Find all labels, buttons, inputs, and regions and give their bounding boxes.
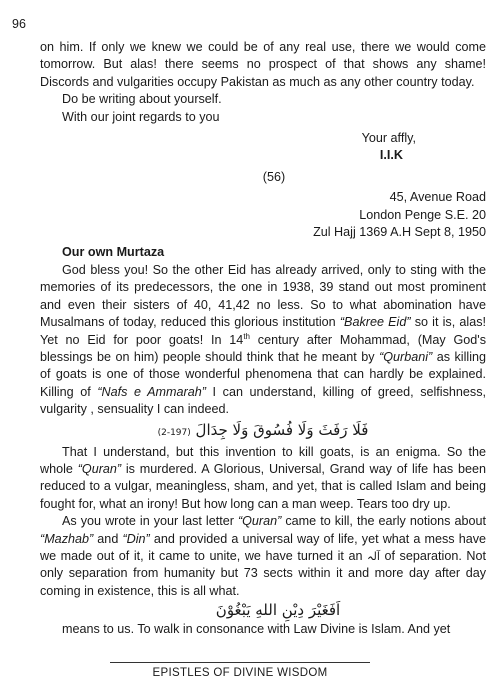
page-text [40, 39, 486, 639]
letter-end-line-2: With our joint regards to you [62, 109, 220, 124]
letter-date: Zul Hajj 1369 A.H Sept 8, 1950 [313, 225, 486, 240]
verse-reference: (2-197) [157, 427, 191, 438]
paragraph-2: That I understand, but this invention to kill goats, is an enigma. So the whole “Quran” is murdered. A Glorious, Universal, Grand way of life has been reduced to a vulgar, meaningless, sham, and yet, that is called Islam and being fought for, what an irony! But how long can a man weep. Tears too dry up. [40, 444, 486, 511]
letter-end-line-1: Do be writing about yourself. [62, 92, 222, 107]
paragraph-1: God bless you! So the other Eid has already arrived, only to sting with the memories of its predecessors, the one in 1938, 39 stand out most prominent and even their sisters of 40, 41,42 no less. So to what abomination have Musalmans of today, reduced this glorious institution “Bakree Eid” so it is, alas! Yet no Eid for poor goats! In 14th century after Mohammad, (May God's blessings be on him) people should think that he meant by “Qurbani” as killing of goats is one of those wonderful phenomena that can hardly be explained. Killing of “Nafs e Ammarah” I can understand, killing of greed, selfishness, vulgarity , sensuality I can indeed. [40, 262, 487, 417]
paragraph-4: means to us. To walk in consonance with Law Divine is Islam. And yet [62, 622, 451, 637]
letter-number: (56) [262, 169, 286, 184]
signature: I.I.K [379, 148, 403, 163]
address-line-1: 45, Avenue Road [389, 190, 486, 205]
letter-end-paragraph: on him. If only we knew we could be of any real use, there we would come tomorrow. But alas! there seems no prospect of that shows any shame! Discords and vulgarities occupy Pakistan as much as any other country today. [40, 40, 486, 89]
running-footer: EPISTLES OF DIVINE WISDOM [152, 667, 328, 679]
arabic-verse: فَلَا رَفَثَ وَلَا فُسُوقَ وَلَا جِدَالَ (2-197) [157, 420, 369, 439]
paragraph-3: As you wrote in your last letter “Quran” came to kill, the early notions about “Mazhab” and “Din” and provided a universal way of life, yet what a mess have we made out of it, it came to unite, we have turned it an آلہ of separation. Not only separation from humanity but 73 sects within it and more day after day coming in existence, this is all what. [40, 514, 487, 598]
page-number: 96 [12, 17, 26, 31]
address-line-2: London Penge S.E. 20 [359, 207, 486, 222]
salutation: Our own Murtaza [62, 245, 165, 260]
closing: Your affly, [361, 131, 416, 146]
arabic-verse-2: اَفَغَيْرَ دِيْنِ اللهِ يَبْغُوْنَ [215, 601, 341, 620]
footer-divider [110, 662, 370, 663]
